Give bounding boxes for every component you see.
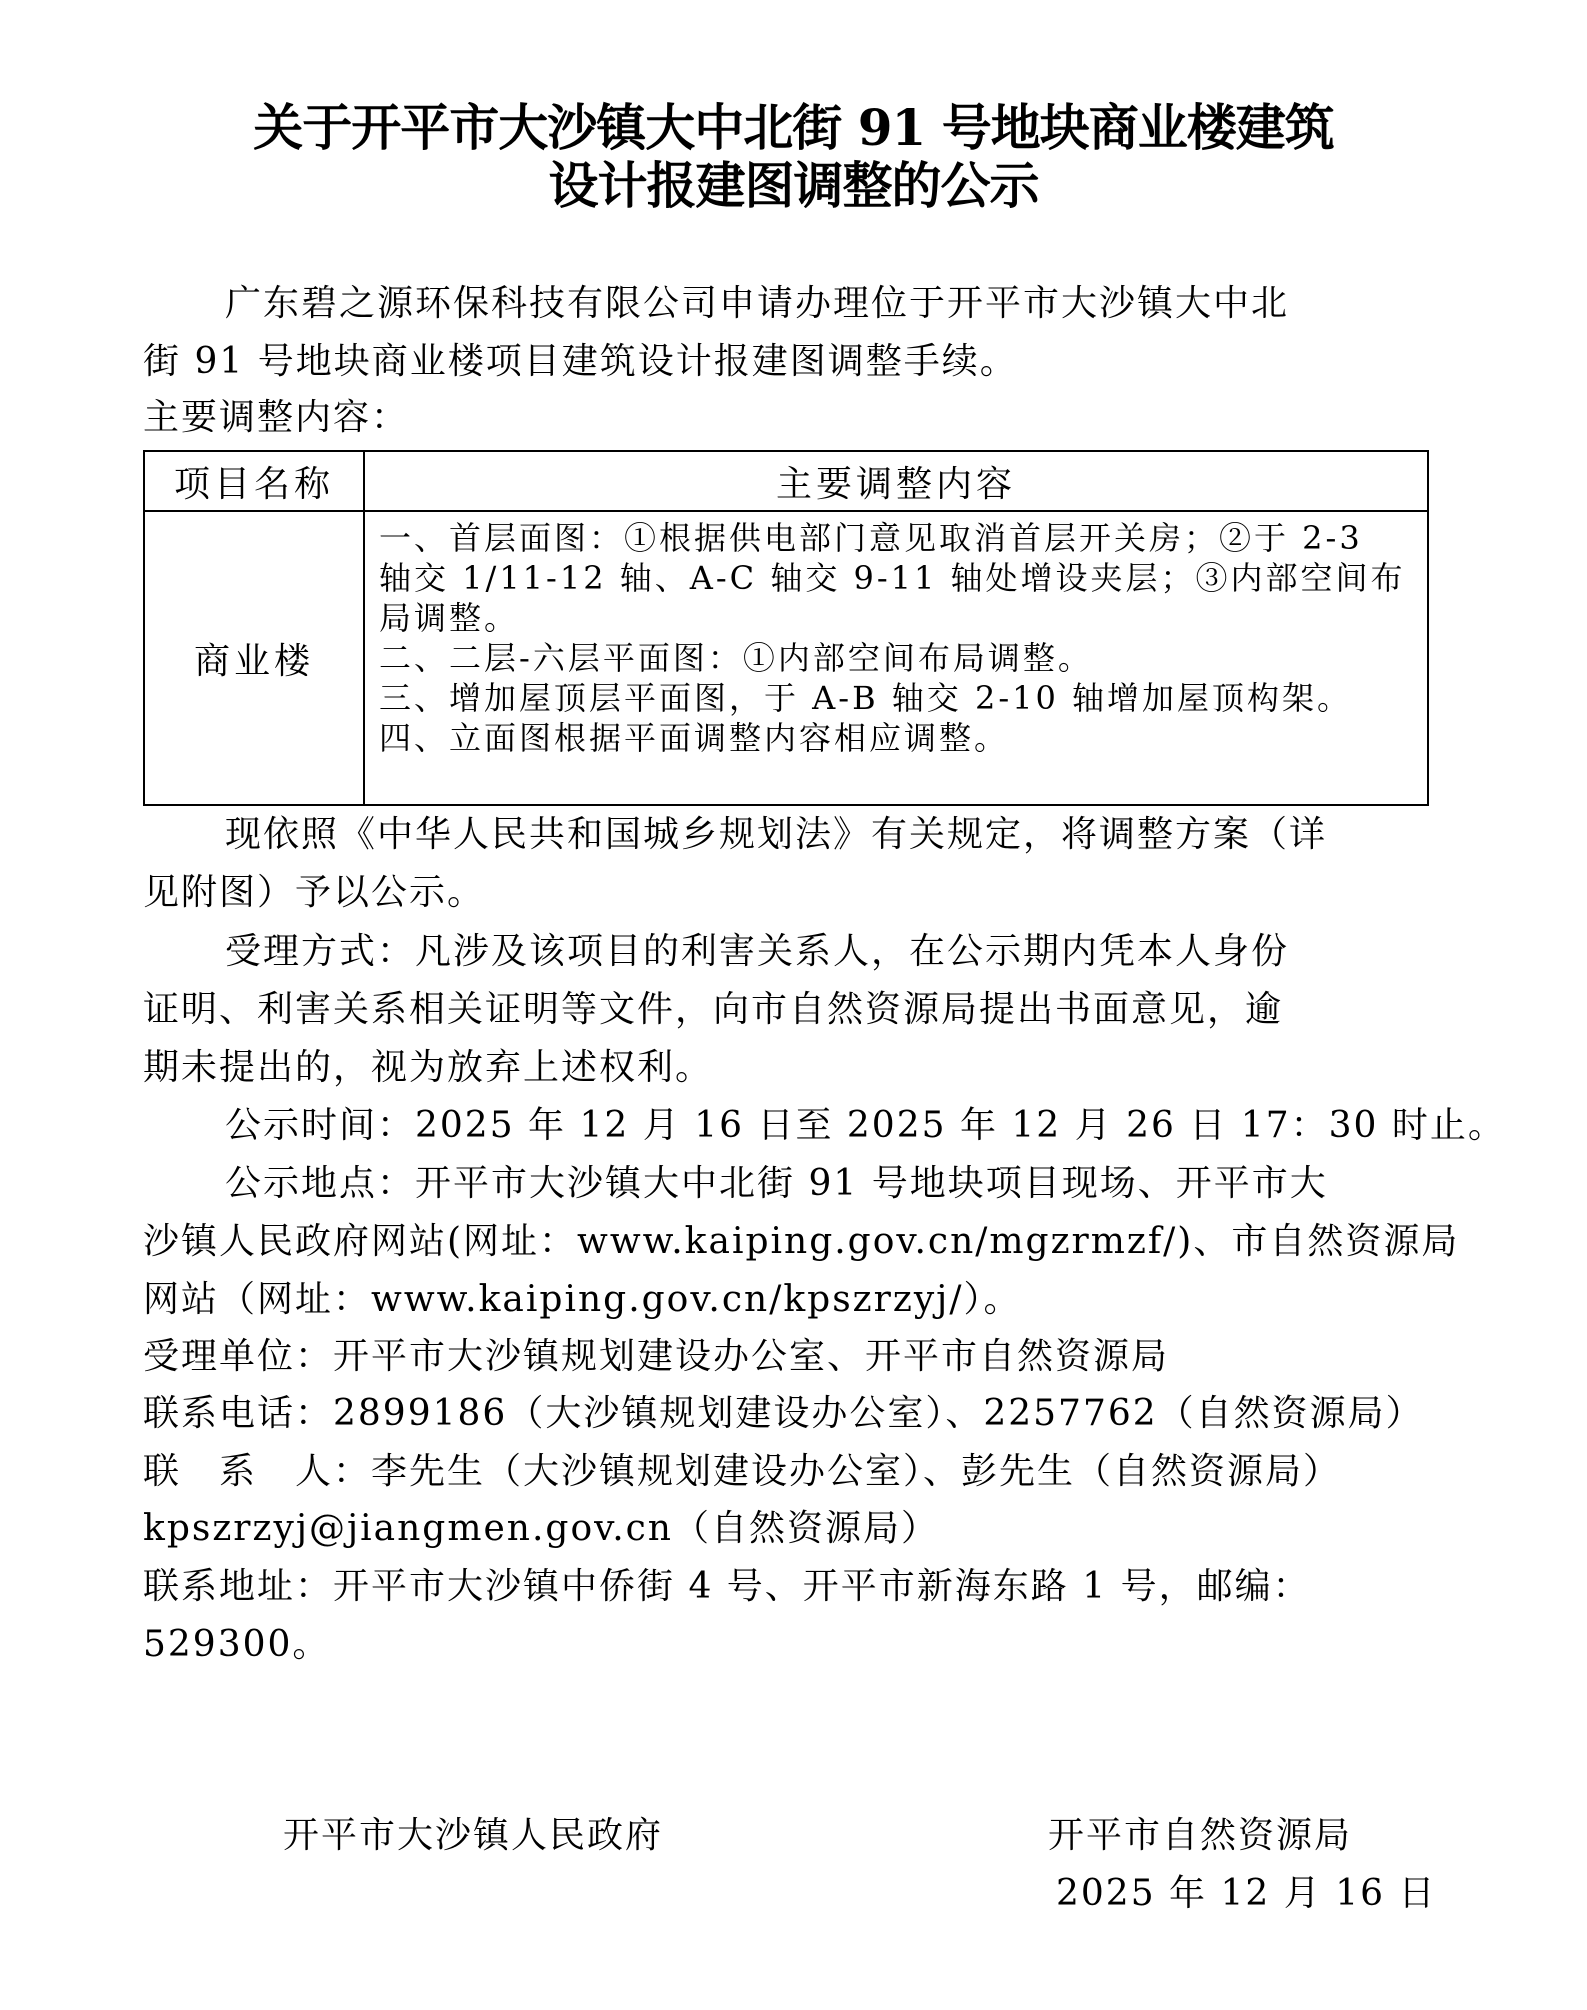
- content-line: 三、增加屋顶层平面图，于 A-B 轴交 2-10 轴增加屋顶构架。: [379, 679, 1353, 717]
- signature-left-org: 开平市大沙镇人民政府: [283, 1815, 664, 1856]
- header-project-name: 项目名称: [144, 451, 364, 511]
- content-line: 局调整。: [379, 599, 520, 637]
- signature-right-org: 开平市自然资源局: [1048, 1815, 1353, 1856]
- content-line: 轴交 1/11-12 轴、A-C 轴交 9-11 轴处增设夹层；③内部空间布: [379, 559, 1406, 597]
- signature-date: 2025 年 12 月 16 日: [1056, 1873, 1437, 1914]
- table-row: [144, 511, 1428, 805]
- header-adjustment-content: 主要调整内容: [364, 451, 1428, 511]
- adjustment-table: [143, 450, 1429, 806]
- document-title-line-1: 关于开平市大沙镇大中北街 91 号地块商业楼建筑: [253, 98, 1334, 157]
- content-line: 二、二层-六层平面图：①内部空间布局调整。: [379, 639, 1093, 677]
- contact-address-line-1: 联系地址：开平市大沙镇中侨街 4 号、开平市新海东路 1 号，邮编：: [143, 1566, 1311, 1607]
- project-name-cell: 商业楼: [144, 511, 364, 805]
- notice-place-line-3: 网站（网址：www.kaiping.gov.cn/kpszrzyj/）。: [143, 1279, 1022, 1320]
- acceptance-method-line-2: 证明、利害关系相关证明等文件，向市自然资源局提出书面意见，逾: [143, 989, 1284, 1030]
- notice-place-line-1: 公示地点：开平市大沙镇大中北街 91 号地块项目现场、开平市大: [225, 1163, 1328, 1204]
- notice-place-line-2: 沙镇人民政府网站(网址：www.kaiping.gov.cn/mgzrmzf/)、市自然资源局: [143, 1221, 1460, 1262]
- table-header-row: [144, 451, 1428, 511]
- contact-person: 联 系 人：李先生（大沙镇规划建设办公室）、彭先生（自然资源局）: [143, 1451, 1342, 1492]
- document-title-line-2: 设计报建图调整的公示: [548, 156, 1039, 215]
- acceptance-method-line-1: 受理方式：凡涉及该项目的利害关系人，在公示期内凭本人身份: [225, 931, 1290, 972]
- contact-phone: 联系电话：2899186（大沙镇规划建设办公室）、2257762（自然资源局）: [143, 1393, 1424, 1434]
- notice-period: 公示时间：2025 年 12 月 16 日至 2025 年 12 月 26 日 17：30 时止。: [225, 1105, 1506, 1146]
- contact-address-line-2: 529300。: [143, 1624, 331, 1665]
- law-paragraph-line-1: 现依照《中华人民共和国城乡规划法》有关规定，将调整方案（详: [225, 814, 1328, 855]
- section-label: 主要调整内容：: [143, 397, 410, 438]
- intro-paragraph-line-1: 广东碧之源环保科技有限公司申请办理位于开平市大沙镇大中北: [225, 283, 1290, 324]
- content-line: 一、首层面图：①根据供电部门意见取消首层开关房；②于 2-3: [379, 519, 1363, 557]
- content-line: 四、立面图根据平面调整内容相应调整。: [379, 719, 1010, 757]
- accepting-unit: 受理单位：开平市大沙镇规划建设办公室、开平市自然资源局: [143, 1336, 1170, 1377]
- law-paragraph-line-2: 见附图）予以公示。: [143, 872, 486, 913]
- intro-paragraph-line-2: 街 91 号地块商业楼项目建筑设计报建图调整手续。: [143, 341, 1018, 382]
- adjustment-content-cell: [364, 511, 1428, 805]
- acceptance-method-line-3: 期未提出的，视为放弃上述权利。: [143, 1047, 714, 1088]
- contact-email: kpszrzyj@jiangmen.gov.cn（自然资源局）: [143, 1508, 939, 1549]
